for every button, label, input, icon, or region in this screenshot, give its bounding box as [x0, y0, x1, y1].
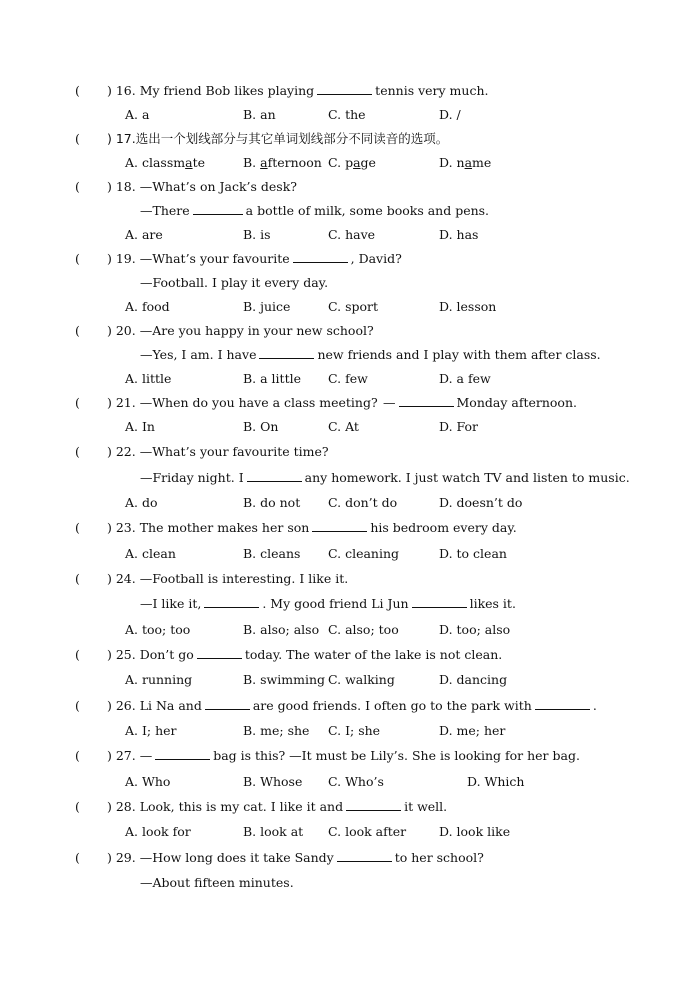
- q21-stem-line: ( ) 21. —When do you have a class meeting? — Monday afternoon.: [0, 393, 696, 413]
- q17-options: [0, 153, 696, 173]
- q16-options: [0, 105, 696, 125]
- q20-options: [0, 369, 696, 389]
- answer-paren[interactable]: (: [75, 251, 80, 266]
- answer-blank[interactable]: [204, 594, 259, 608]
- option-d[interactable]: D. doesn’t do: [439, 495, 523, 510]
- option-a[interactable]: A. In: [125, 419, 155, 434]
- answer-blank[interactable]: [193, 201, 243, 215]
- option-b[interactable]: B. do not: [243, 495, 301, 510]
- option-c[interactable]: C. the: [328, 107, 366, 122]
- answer-blank[interactable]: [197, 645, 242, 659]
- option-a[interactable]: A. look for: [125, 824, 191, 839]
- option-c[interactable]: C. don’t do: [328, 495, 398, 510]
- option-c[interactable]: C. few: [328, 371, 368, 386]
- option-b[interactable]: B. an: [243, 107, 276, 122]
- option-d[interactable]: D. name: [439, 155, 492, 170]
- answer-paren[interactable]: (: [75, 131, 80, 146]
- q22-stem-line: ( ) 22. —What’s your favourite time?: [0, 442, 696, 462]
- option-a[interactable]: A. little: [125, 371, 172, 386]
- q26-stem-line: ( ) 26. Li Na and are good friends. I often go to the park with .: [0, 696, 696, 716]
- answer-paren[interactable]: (: [75, 799, 80, 814]
- option-a[interactable]: A. running: [125, 672, 193, 687]
- answer-paren[interactable]: (: [75, 520, 80, 535]
- answer-paren[interactable]: (: [75, 748, 80, 763]
- q25-options: [0, 670, 696, 690]
- answer-paren[interactable]: (: [75, 850, 80, 865]
- option-a[interactable]: A. are: [125, 227, 163, 242]
- q24-stem-line: ( ) 24. —Football is interesting. I like it.: [0, 569, 696, 589]
- option-d[interactable]: D. me; her: [439, 723, 506, 738]
- answer-paren[interactable]: (: [75, 571, 80, 586]
- option-c[interactable]: C. page: [328, 155, 376, 170]
- answer-blank[interactable]: [155, 746, 210, 760]
- answer-blank[interactable]: [535, 696, 590, 710]
- q22-line2: —Friday night. I any homework. I just watch TV and listen to music.: [140, 470, 630, 485]
- q23-options: [0, 544, 696, 564]
- q27-options: [0, 772, 696, 792]
- option-c[interactable]: C. have: [328, 227, 376, 242]
- q18-options: [0, 225, 696, 245]
- option-b[interactable]: B. juice: [243, 299, 291, 314]
- answer-blank[interactable]: [412, 594, 467, 608]
- option-b[interactable]: B. look at: [243, 824, 304, 839]
- option-b[interactable]: B. me; she: [243, 723, 310, 738]
- option-d[interactable]: D. For: [439, 419, 479, 434]
- option-c[interactable]: C. walking: [328, 672, 395, 687]
- option-c[interactable]: C. I; she: [328, 723, 381, 738]
- q16-stem-line: [0, 81, 696, 101]
- option-b[interactable]: B. also; also: [243, 622, 320, 637]
- answer-blank[interactable]: [259, 345, 314, 359]
- answer-blank[interactable]: [293, 249, 348, 263]
- answer-paren[interactable]: (: [75, 444, 80, 459]
- option-b[interactable]: B. Whose: [243, 774, 303, 789]
- q29-stem-line: ( ) 29. —How long does it take Sandy to her school?: [0, 848, 696, 868]
- option-a[interactable]: A. I; her: [125, 723, 177, 738]
- answer-blank[interactable]: [205, 696, 250, 710]
- answer-paren[interactable]: (: [75, 83, 80, 98]
- option-d[interactable]: D. Which: [467, 774, 525, 789]
- option-c[interactable]: C. also; too: [328, 622, 399, 637]
- option-d[interactable]: D. /: [439, 107, 461, 122]
- option-b[interactable]: B. On: [243, 419, 279, 434]
- option-a[interactable]: A. food: [125, 299, 170, 314]
- answer-paren[interactable]: (: [75, 647, 80, 662]
- q17-stem-line: [0, 129, 696, 149]
- q19-line2: —Football. I play it every day.: [140, 275, 329, 290]
- option-d[interactable]: D. too; also: [439, 622, 511, 637]
- option-d[interactable]: D. lesson: [439, 299, 497, 314]
- answer-blank[interactable]: [346, 797, 401, 811]
- q24-options: [0, 620, 696, 640]
- answer-blank[interactable]: [399, 393, 454, 407]
- q25-stem-line: ( ) 25. Don’t go today. The water of the lake is not clean.: [0, 645, 696, 665]
- option-c[interactable]: C. look after: [328, 824, 407, 839]
- answer-blank[interactable]: [337, 848, 392, 862]
- option-c[interactable]: C. sport: [328, 299, 379, 314]
- q27-stem-line: ( ) 27. — bag is this? —It must be Lily’s. She is looking for her bag.: [0, 746, 696, 766]
- option-b[interactable]: B. cleans: [243, 546, 301, 561]
- q23-stem-line: ( ) 23. The mother makes her son his bedroom every day.: [0, 518, 696, 538]
- q16-stem: ) 16. My friend Bob likes playing tennis very much.: [107, 83, 489, 98]
- option-a[interactable]: A. a: [125, 107, 150, 122]
- option-d[interactable]: D. a few: [439, 371, 491, 386]
- option-b[interactable]: B. afternoon: [243, 155, 322, 170]
- option-a[interactable]: A. too; too: [125, 622, 191, 637]
- q22-options: [0, 493, 696, 513]
- option-d[interactable]: D. dancing: [439, 672, 508, 687]
- q19-options: [0, 297, 696, 317]
- option-d[interactable]: D. to clean: [439, 546, 507, 561]
- option-b[interactable]: B. is: [243, 227, 271, 242]
- answer-blank[interactable]: [317, 81, 372, 95]
- option-b[interactable]: B. a little: [243, 371, 301, 386]
- option-c[interactable]: C. At: [328, 419, 359, 434]
- option-a[interactable]: A. classmate: [125, 155, 205, 170]
- option-b[interactable]: B. swimming: [243, 672, 326, 687]
- q17-stem: ) 17.选出一个划线部分与其它单词划线部分不同读音的选项。: [107, 131, 449, 146]
- option-a[interactable]: A. Who: [125, 774, 171, 789]
- q18-stem-line: [0, 177, 696, 197]
- q28-stem-line: ( ) 28. Look, this is my cat. I like it and it well.: [0, 797, 696, 817]
- option-c[interactable]: C. Who’s: [328, 774, 384, 789]
- answer-paren[interactable]: (: [75, 395, 80, 410]
- option-d[interactable]: D. look like: [439, 824, 511, 839]
- q20-stem-line: ( ) 20. —Are you happy in your new school?: [0, 321, 696, 341]
- q29-line2: —About fifteen minutes.: [140, 875, 294, 890]
- option-d[interactable]: D. has: [439, 227, 479, 242]
- q20-line2: —Yes, I am. I have new friends and I play with them after class.: [140, 347, 601, 362]
- answer-blank[interactable]: [247, 468, 302, 482]
- q24-line2: —I like it, . My good friend Li Jun likes it.: [140, 596, 516, 611]
- answer-paren[interactable]: (: [75, 698, 80, 713]
- option-c[interactable]: C. cleaning: [328, 546, 400, 561]
- option-a[interactable]: A. do: [125, 495, 158, 510]
- q28-options: [0, 822, 696, 842]
- q26-options: [0, 721, 696, 741]
- q18-stem: ) 18. —What’s on Jack’s desk?: [107, 179, 297, 194]
- q18-line2: —There a bottle of milk, some books and pens.: [140, 203, 490, 218]
- answer-paren[interactable]: (: [75, 323, 80, 338]
- q21-options: [0, 417, 696, 437]
- answer-paren[interactable]: (: [75, 179, 80, 194]
- option-a[interactable]: A. clean: [125, 546, 176, 561]
- answer-blank[interactable]: [312, 518, 367, 532]
- q19-stem-line: ( ) 19. —What’s your favourite , David?: [0, 249, 696, 269]
